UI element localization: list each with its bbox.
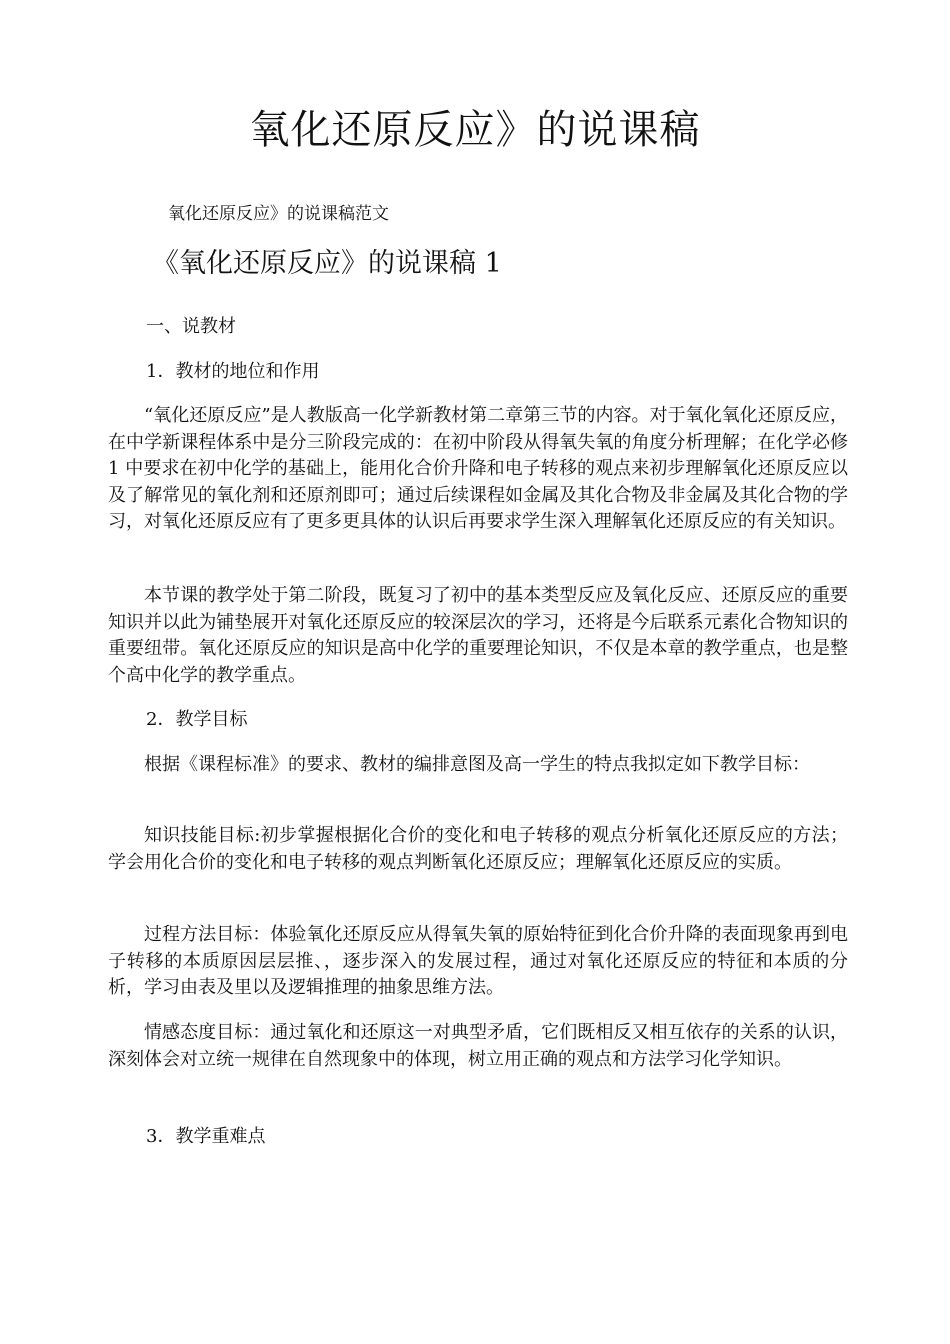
heading-teaching-goals: 2．教学目标: [146, 709, 248, 730]
heading-textbook-role: 1．教材的地位和作用: [146, 361, 320, 382]
document-title: 氧化还原反应》的说课稿: [249, 107, 701, 153]
heading-key-difficult-points: 3．教学重难点: [146, 1126, 266, 1147]
paragraph-goals-intro: 根据《课程标准》的要求、教材的编排意图及高一学生的特点我拟定如下教学目标：: [144, 754, 810, 775]
paragraph-textbook-role: “氧化还原反应”是人教版高一化学新教材第二章第三节的内容。对于氧化氧化还原反应，在中学新课程体系中是分三阶段完成的：在初中阶段从得氧失氧的角度分析理解；在化学必修 1 中要求在初中化学的基础上，能用化合价升降和电子转移的观点来初步理解氧化还原反应以及了解常见的氧化剂和还原剂即可；通过后续课程如金属及其化合物及非金属及其化合物的学习，对氧化还原反应有了更多更具体的认识后再要求学生深入理解氧化还原反应的有关知识。: [108, 405, 848, 532]
paragraph-knowledge-goal: 知识技能目标:初步掌握根据化合价的变化和电子转移的观点分析氧化还原反应的方法；学会用化合价的变化和电子转移的观点判断氧化还原反应；理解氧化还原反应的实质。: [108, 825, 848, 873]
paragraph-teaching-stage: 本节课的教学处于第二阶段，既复习了初中的基本类型反应及氧化反应、还原反应的重要知识并以此为铺垫展开对氧化还原反应的较深层次的学习，还将是今后联系元素化合物知识的重要纽带。氧化还原反应的知识是高中化学的重要理论知识，不仅是本章的教学重点，也是整个高中化学的教学重点。: [108, 585, 848, 686]
document-subtitle: 氧化还原反应》的说课稿范文: [168, 204, 389, 224]
section-title: 《氧化还原反应》的说课稿 1: [152, 248, 502, 279]
paragraph-emotion-goal: 情感态度目标：通过氧化和还原这一对典型矛盾，它们既相反又相互依存的关系的认识，深刻体会对立统一规律在自然现象中的体现，树立用正确的观点和方法学习化学知识。: [108, 1022, 848, 1070]
heading-say-textbook: 一、说教材: [146, 316, 236, 337]
paragraph-process-goal: 过程方法目标：体验氧化还原反应从得氧失氧的原始特征到化合价升降的表面现象再到电子转移的本质原因层层推、，逐步深入的发展过程，通过对氧化还原反应的特征和本质的分析，学习由表及里以及逻辑推理的抽象思维方法。: [108, 924, 848, 998]
